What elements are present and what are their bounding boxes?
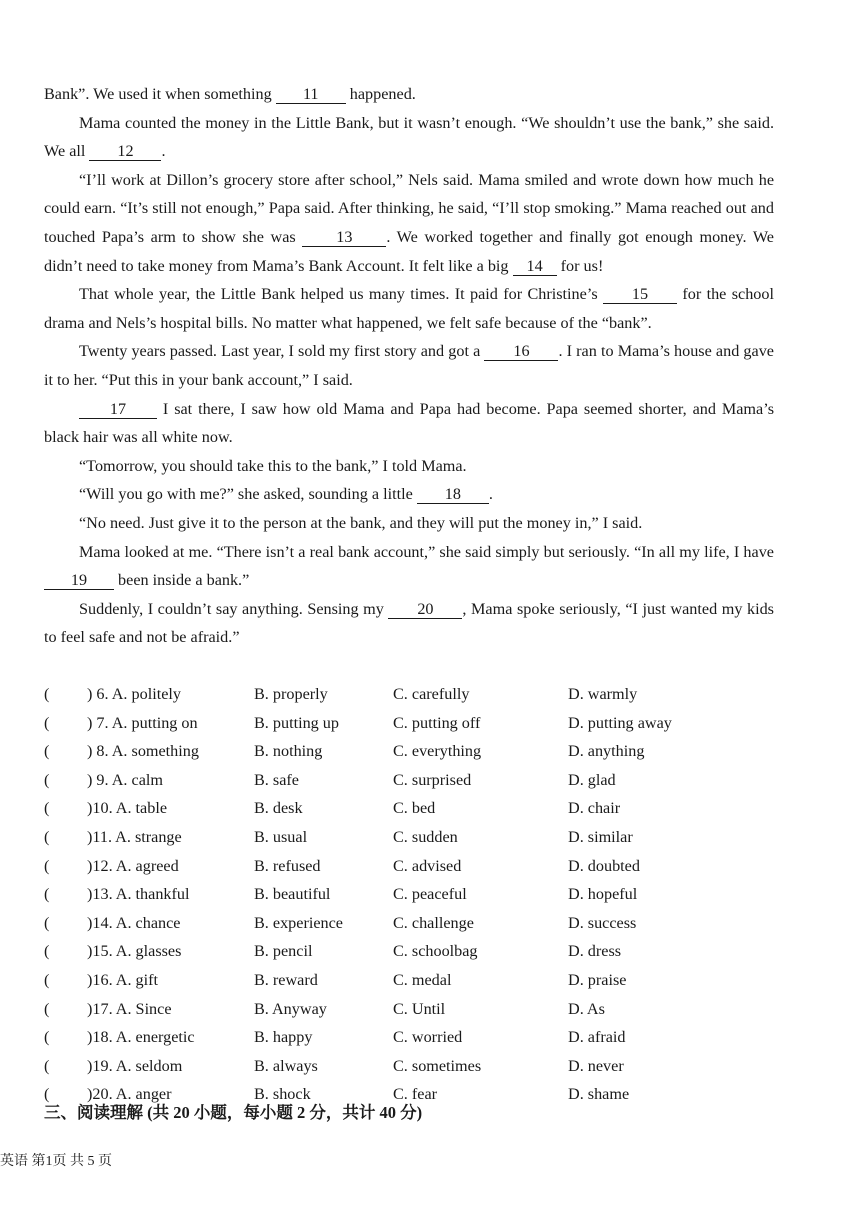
paragraph-10 <box>44 538 774 595</box>
option-a: )12. A. agreed <box>87 856 179 875</box>
option-d: D. chair <box>568 799 621 818</box>
blank-12: 12 <box>89 142 161 161</box>
text: Twenty years passed. Last year, I sold my first story and got a <box>79 342 485 361</box>
paragraph-4 <box>44 280 774 337</box>
option-b: B. properly <box>254 685 328 703</box>
option-b: B. desk <box>254 799 303 818</box>
option-d: D. As <box>568 999 605 1018</box>
option-b: B. refused <box>254 856 321 875</box>
question-row <box>44 1052 804 1081</box>
paragraph-11 <box>44 595 774 652</box>
option-c: C. bed <box>393 799 436 818</box>
option-c: C. peaceful <box>393 885 467 904</box>
option-b: B. shock <box>254 1085 311 1104</box>
paragraph-3 <box>44 166 774 280</box>
blank-16: 16 <box>484 342 558 361</box>
option-b: B. reward <box>254 970 318 989</box>
text: happened. <box>345 85 416 103</box>
answer-paren[interactable]: ( <box>44 742 50 761</box>
option-d: D. doubted <box>568 856 640 875</box>
blank-18: 18 <box>417 485 489 504</box>
answer-paren[interactable]: ( <box>44 770 50 789</box>
option-c: C. challenge <box>393 913 474 932</box>
answer-paren[interactable]: ( <box>44 799 50 818</box>
blank-13: 13 <box>302 228 386 247</box>
option-a: ) 8. A. something <box>87 742 199 761</box>
text: been inside a bank.” <box>114 571 250 590</box>
option-a: )19. A. seldom <box>87 1056 183 1075</box>
option-c: C. surprised <box>393 770 472 789</box>
option-d: D. hopeful <box>568 885 638 904</box>
option-a: )20. A. anger <box>87 1085 172 1104</box>
answer-paren[interactable]: ( <box>44 999 50 1018</box>
paragraph-7 <box>44 452 774 481</box>
text: That whole year, the Little Bank helped us many times. It paid for Christine’s <box>79 285 603 304</box>
question-row <box>44 995 804 1024</box>
question-row <box>44 680 804 709</box>
text: for the school drama and Nels’s hospital bills. No matter what happened, we felt safe because of the “bank”. <box>44 285 774 332</box>
answer-paren[interactable]: ( <box>44 685 50 703</box>
option-b: B. always <box>254 1056 318 1075</box>
text: for us! <box>556 256 604 275</box>
blank-20: 20 <box>388 600 462 619</box>
question-row <box>44 937 804 966</box>
section-heading: 三、阅读理解 (共 20 小题，每小题 2 分，共计 40 分) <box>44 1103 423 1122</box>
answer-paren[interactable]: ( <box>44 913 50 932</box>
question-row <box>44 852 804 881</box>
option-a: )14. A. chance <box>87 913 181 932</box>
answer-paren[interactable]: ( <box>44 885 50 904</box>
option-a: ) 7. A. putting on <box>87 713 198 732</box>
option-c: C. fear <box>393 1085 438 1104</box>
option-b: B. usual <box>254 827 308 846</box>
option-c: C. Until <box>393 999 446 1018</box>
option-d: D. never <box>568 1056 624 1075</box>
text: , Mama spoke seriously, “I just wanted my kids to feel safe and not be afraid.” <box>44 599 774 647</box>
option-b: B. beautiful <box>254 885 331 904</box>
option-c: C. sudden <box>393 827 458 846</box>
answer-paren[interactable]: ( <box>44 970 50 989</box>
option-d: D. dress <box>568 942 622 961</box>
text: . I ran to Mama’s house and gave it to her. “Put this in your bank account,” I said. <box>44 342 774 389</box>
answer-paren[interactable]: ( <box>44 1028 50 1047</box>
question-row <box>44 909 804 938</box>
cloze-passage <box>44 80 774 652</box>
text: “Tomorrow, you should take this to the bank,” I told Mama. <box>79 456 467 475</box>
option-d: D. praise <box>568 970 627 989</box>
option-d: D. shame <box>568 1085 630 1104</box>
answer-paren[interactable]: ( <box>44 713 50 732</box>
option-d: D. warmly <box>568 685 638 703</box>
option-b: B. happy <box>254 1028 313 1047</box>
blank-19: 19 <box>44 571 114 590</box>
text: Mama counted the money in the Little Bank, but it wasn’t enough. “We shouldn’t use the bank,” she said. We all <box>44 113 774 161</box>
option-b: B. experience <box>254 913 343 932</box>
answer-paren[interactable]: ( <box>44 856 50 875</box>
option-d: D. success <box>568 913 637 932</box>
question-row <box>44 823 804 852</box>
text: . <box>161 142 166 161</box>
option-a: )11. A. strange <box>87 827 182 846</box>
question-row <box>44 794 804 823</box>
text: . We worked together and finally got enough money. We didn’t need to take money from Mama’s Bank Account. It felt like a big <box>44 227 774 275</box>
blank-14: 14 <box>513 257 557 276</box>
answer-paren[interactable]: ( <box>44 942 50 961</box>
question-row <box>44 966 804 995</box>
paragraph-6 <box>44 395 774 452</box>
text: . <box>488 485 493 504</box>
option-b: B. safe <box>254 770 299 789</box>
option-c: C. schoolbag <box>393 942 478 961</box>
option-c: C. advised <box>393 856 462 875</box>
option-c: C. worried <box>393 1028 463 1047</box>
option-d: D. similar <box>568 827 633 846</box>
option-b: B. pencil <box>254 942 313 961</box>
text: Suddenly, I couldn’t say anything. Sensing my <box>79 599 389 618</box>
text: “No need. Just give it to the person at the bank, and they will put the money in,” I said. <box>79 513 643 532</box>
option-d: D. putting away <box>568 713 672 732</box>
option-a: ) 9. A. calm <box>87 770 163 789</box>
option-a: )15. A. glasses <box>87 942 182 961</box>
blank-15: 15 <box>603 285 677 304</box>
option-b: B. nothing <box>254 742 323 761</box>
option-a: )18. A. energetic <box>87 1028 195 1047</box>
answer-paren[interactable]: ( <box>44 1085 50 1104</box>
option-c: C. everything <box>393 742 482 761</box>
option-c: C. sometimes <box>393 1056 482 1075</box>
text: “I’ll work at Dillon’s grocery store after school,” Nels said. Mama smiled and wrote down how much he could earn. “It’s still not enough,” Papa said. After thinking, he said, “I’ll stop smoking.” Mama reached out and touched Papa’s arm to show she was <box>44 170 774 246</box>
blank-17: 17 <box>79 400 157 419</box>
option-d: D. afraid <box>568 1028 626 1047</box>
option-b: B. putting up <box>254 713 339 732</box>
paragraph-5 <box>44 337 774 394</box>
option-a: )16. A. gift <box>87 970 159 989</box>
option-a: )17. A. Since <box>87 999 172 1018</box>
text: “Will you go with me?” she asked, sounding a little <box>79 485 417 504</box>
blank-11: 11 <box>276 85 346 104</box>
question-row <box>44 737 804 766</box>
option-c: C. medal <box>393 970 452 989</box>
text: Bank”. We used it when something <box>44 85 276 103</box>
paragraph-2 <box>44 109 774 166</box>
option-c: C. putting off <box>393 713 481 732</box>
text: I sat there, I saw how old Mama and Papa had become. Papa seemed shorter, and Mama’s black hair was all white now. <box>44 399 774 447</box>
option-d: D. anything <box>568 742 645 761</box>
answer-paren[interactable]: ( <box>44 1056 50 1075</box>
option-d: D. glad <box>568 770 616 789</box>
option-a: )13. A. thankful <box>87 885 190 904</box>
paragraph-9 <box>44 509 774 538</box>
text: Mama looked at me. “There isn’t a real bank account,” she said simply but seriously. “In all my life, I have <box>79 542 774 561</box>
question-row <box>44 1023 804 1052</box>
answer-options <box>44 680 804 1109</box>
option-b: B. Anyway <box>254 999 327 1018</box>
question-row <box>44 766 804 795</box>
question-row <box>44 709 804 738</box>
page-footer: 英语 第1页 共 5 页 <box>0 1154 112 1169</box>
option-a: ) 6. A. politely <box>87 685 181 703</box>
answer-paren[interactable]: ( <box>44 827 50 846</box>
question-row <box>44 880 804 909</box>
paragraph-8 <box>44 480 774 509</box>
option-c: C. carefully <box>393 685 470 703</box>
paragraph-1 <box>44 80 774 109</box>
option-a: )10. A. table <box>87 799 168 818</box>
